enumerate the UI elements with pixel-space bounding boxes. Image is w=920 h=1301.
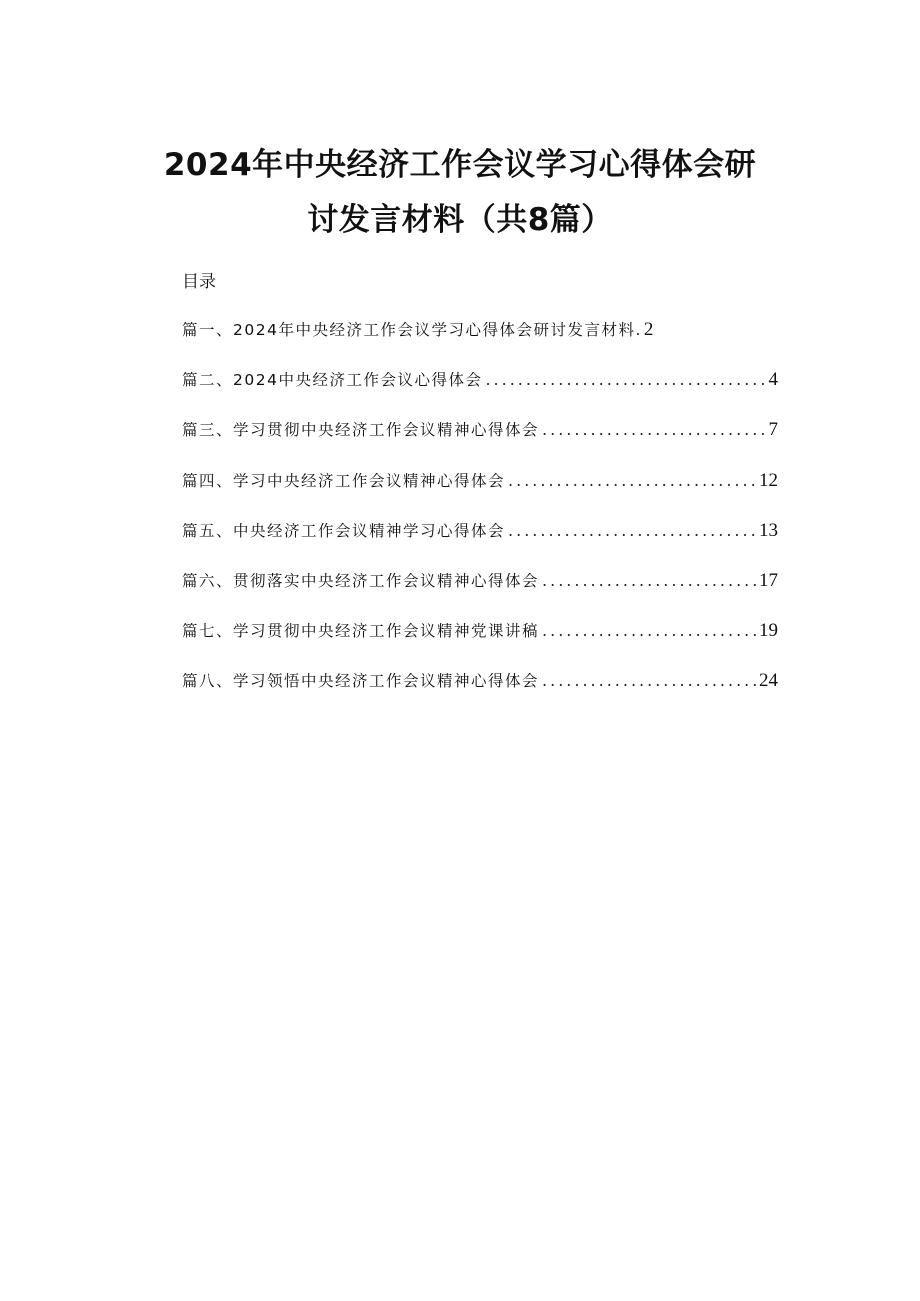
toc-page-number: 12	[759, 469, 778, 491]
toc-entry-7[interactable]	[182, 619, 778, 669]
toc-entry-3[interactable]	[182, 418, 778, 468]
toc-page-number: 24	[759, 670, 778, 692]
toc-page-number: 7	[768, 419, 778, 441]
toc-entry-label: 篇二、2024中央经济工作会议心得体会	[182, 371, 483, 390]
toc-dot-leader	[542, 621, 756, 640]
toc-entry-8[interactable]	[182, 669, 778, 719]
table-of-contents	[182, 318, 778, 720]
toc-entry-label: 篇一、2024年中央经济工作会议学习心得体会研讨发言材料.	[182, 321, 642, 339]
toc-dot-leader	[485, 370, 765, 389]
toc-entry-label: 篇六、贯彻落实中央经济工作会议精神心得体会	[182, 571, 540, 590]
document-title-line-1: 2024年中央经济工作会议学习心得体会研	[163, 147, 757, 183]
toc-dot-leader	[508, 471, 756, 490]
document-title	[140, 138, 780, 248]
toc-dot-leader	[542, 420, 765, 439]
toc-page-number: 19	[759, 620, 778, 642]
toc-entry-label: 篇八、学习领悟中央经济工作会议精神心得体会	[182, 672, 540, 691]
toc-entry-label: 篇三、学习贯彻中央经济工作会议精神心得体会	[182, 421, 540, 440]
toc-dot-leader	[542, 671, 756, 690]
toc-entry-label: 篇五、中央经济工作会议精神学习心得体会	[182, 521, 506, 540]
document-title-line-2: 讨发言材料（共8篇）	[307, 202, 613, 238]
toc-page-number: 2	[643, 319, 654, 340]
toc-page-number: 13	[759, 519, 778, 541]
toc-entry-5[interactable]	[182, 519, 778, 569]
toc-entry-2[interactable]	[182, 368, 778, 418]
toc-dot-leader	[508, 521, 756, 540]
toc-entry-label: 篇四、学习中央经济工作会议精神心得体会	[182, 471, 506, 490]
toc-page-number: 17	[759, 569, 778, 591]
toc-entry-4[interactable]	[182, 469, 778, 519]
toc-dot-leader	[542, 571, 756, 590]
toc-entry-1[interactable]	[182, 318, 778, 368]
toc-entry-label: 篇七、学习贯彻中央经济工作会议精神党课讲稿	[182, 622, 540, 641]
toc-page-number: 4	[768, 369, 778, 391]
toc-heading: 目录	[182, 272, 216, 292]
toc-entry-6[interactable]	[182, 569, 778, 619]
